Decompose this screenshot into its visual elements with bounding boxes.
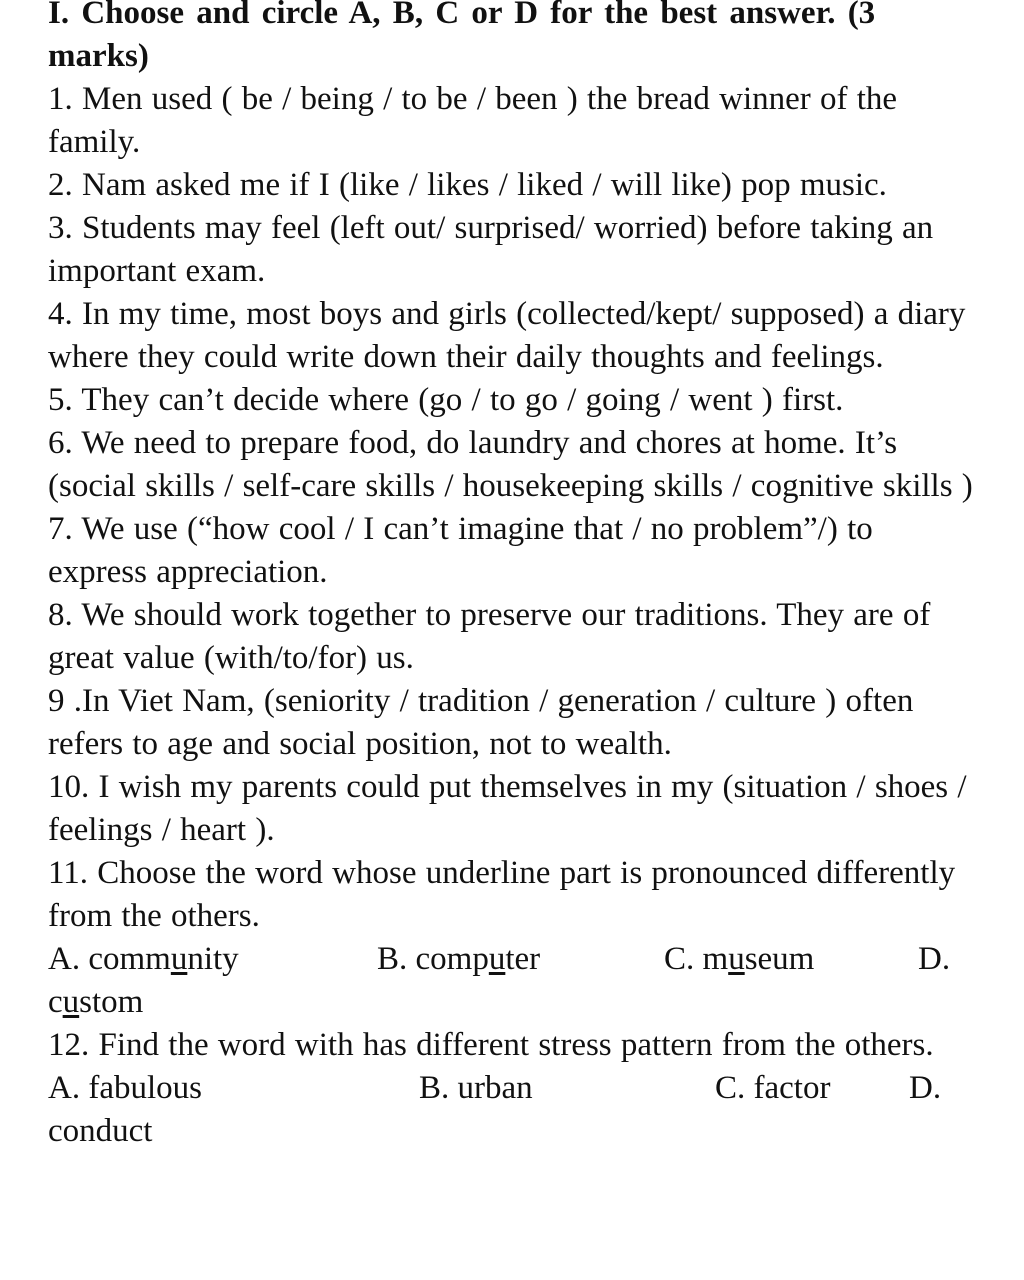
q11-option-d-label: D. bbox=[918, 941, 951, 977]
question-5: 5. They can’t decide where (go / to go / going / went ) first. bbox=[48, 382, 844, 418]
question-4: 4. In my time, most boys and girls (collected/kept/ supposed) a diary where they could write down their daily thoughts and feelings. bbox=[48, 296, 966, 375]
question-2: 2. Nam asked me if I (like / likes / liked / will like) pop music. bbox=[48, 167, 887, 203]
question-12: 12. Find the word with has different stress pattern from the others. bbox=[48, 1027, 934, 1063]
q12-option-d-word: conduct bbox=[48, 1113, 153, 1149]
q12-option-b: B. urban bbox=[419, 1070, 533, 1106]
question-8: 8. We should work together to preserve our traditions. They are of great value (with/to/for) us. bbox=[48, 597, 931, 676]
question-3: 3. Students may feel (left out/ surprised/ worried) before taking an important exam. bbox=[48, 210, 934, 289]
worksheet bbox=[48, 0, 978, 1153]
q11-options-row bbox=[48, 938, 978, 981]
q11-option-d-word: custom bbox=[48, 984, 144, 1020]
q11-option-b: B. computer bbox=[377, 941, 541, 977]
q11-option-a: A. community bbox=[48, 941, 239, 977]
question-6: 6. We need to prepare food, do laundry and chores at home. It’s (social skills / self-care skills / housekeeping skills / cognitive skills ) bbox=[48, 425, 973, 504]
question-7: 7. We use (“how cool / I can’t imagine that / no problem”/) to express appreciation. bbox=[48, 511, 873, 590]
q11-option-c: C. museum bbox=[664, 941, 815, 977]
q12-option-c: C. factor bbox=[715, 1070, 831, 1106]
question-1: 1. Men used ( be / being / to be / been ) the bread winner of the family. bbox=[48, 81, 898, 160]
q12-option-a: A. fabulous bbox=[48, 1070, 202, 1106]
question-9: 9 .In Viet Nam, (seniority / tradition / generation / culture ) often refers to age and social position, not to wealth. bbox=[48, 683, 914, 762]
question-11: 11. Choose the word whose underline part is pronounced differently from the others. bbox=[48, 855, 956, 934]
q12-options-row bbox=[48, 1067, 978, 1110]
q12-option-d-label: D. bbox=[909, 1070, 942, 1106]
section-title: I. Choose and circle A, B, C or D for the best answer. (3 marks) bbox=[48, 0, 876, 74]
question-10: 10. I wish my parents could put themselves in my (situation / shoes / feelings / heart ). bbox=[48, 769, 967, 848]
